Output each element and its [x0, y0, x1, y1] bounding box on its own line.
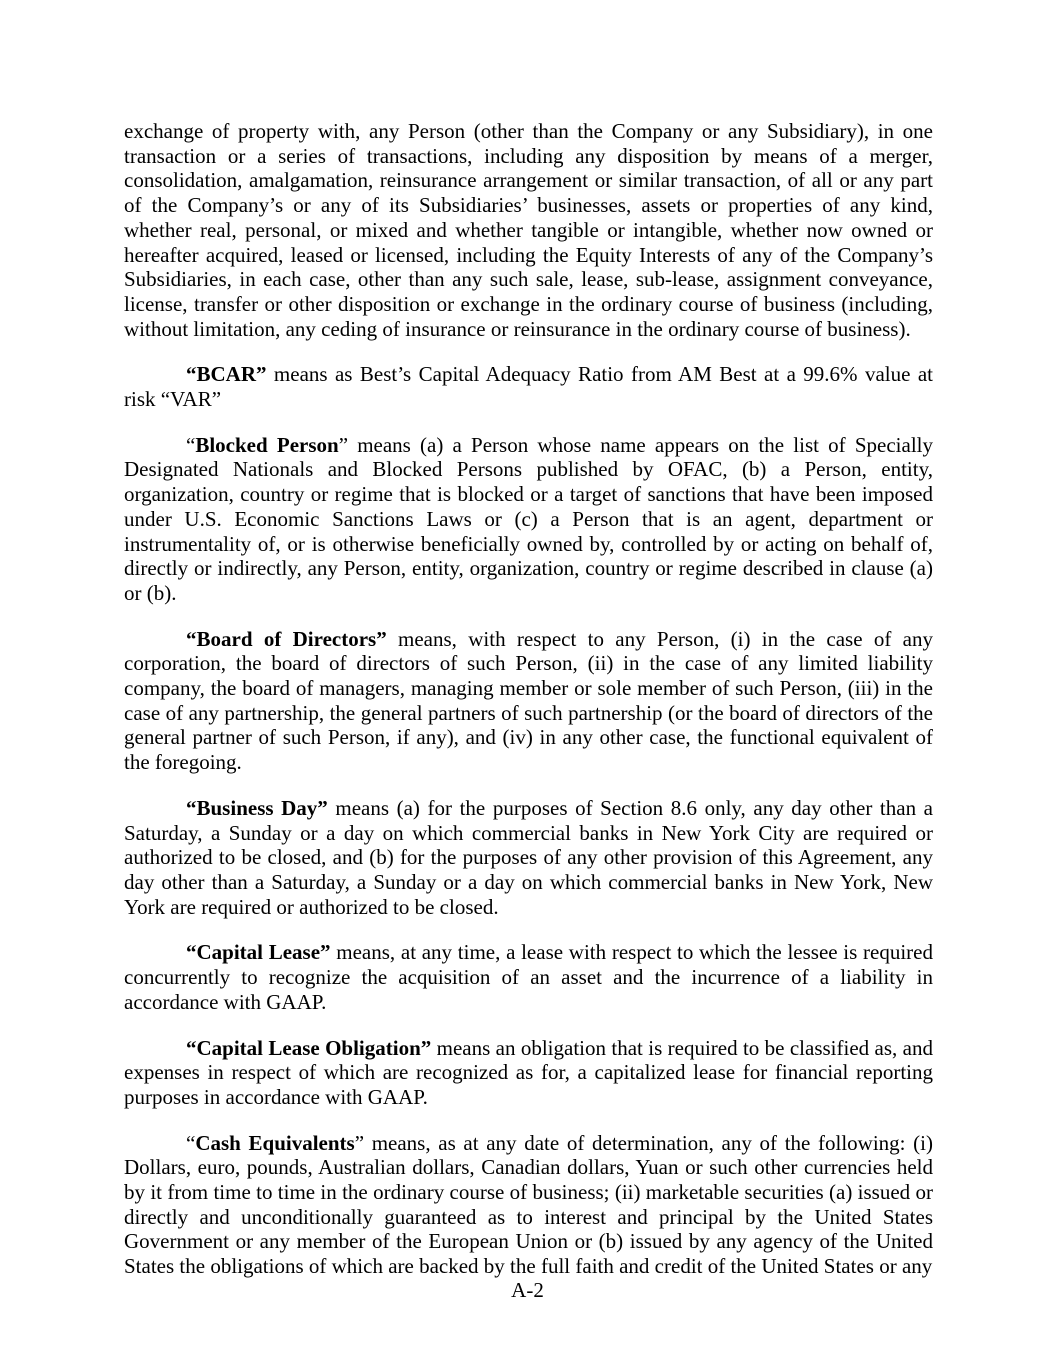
document-body: [124, 119, 933, 1279]
paragraph-definition-board-of-directors: [124, 627, 933, 775]
defined-term-capital-lease-obligation: “Capital Lease Obligation”: [186, 1035, 432, 1060]
paragraph-definition-business-day: [124, 796, 933, 920]
page-number: A-2: [511, 1278, 544, 1302]
defined-term-cash-equivalents: Cash Equivalents: [195, 1130, 355, 1155]
defined-term-business-day: “Business Day”: [186, 795, 328, 820]
paragraph-text: means (a) for the purposes of Section 8.6 only, any day other than a Saturday, a Sunday or a day on which commercial banks in New York City are required or authorized to be closed, and (b) for the purposes of any other provision of this Agreement, any day other than a Saturday, a Sunday or a day on which commercial banks in New York, New York are required or authorized to be closed.: [124, 795, 933, 919]
paragraph-text: exchange of property with, any Person (other than the Company or any Subsidiary), in one transaction or a series of transactions, including any disposition by means of a merger, consolidation, amalgamation, reinsurance arrangement or similar transaction, of all or any part of the Company’s or any of its Subsidiaries’ businesses, assets or properties of any kind, whether real, personal, or mixed and whether tangible or intangible, whether now owned or hereafter acquired, leased or licensed, including the Equity Interests of any of the Company’s Subsidiaries, in each case, other than any such sale, lease, sub-lease, assignment conveyance, license, transfer or other disposition or exchange in the ordinary course of business (including, without limitation, any ceding of insurance or reinsurance in the ordinary course of business).: [124, 119, 933, 341]
paragraph-text: means an obligation that is required to be classified as, and expenses in respect of which are recognized as for, a capitalized lease for financial reporting purposes in accordance with GAAP.: [124, 1035, 933, 1109]
defined-term-blocked-person: Blocked Person: [195, 432, 339, 457]
paragraph-definition-cash-equivalents: [124, 1131, 933, 1279]
paragraph-text: ” means (a) a Person whose name appears on the list of Specially Designated Nationals and Blocked Persons published by OFAC, (b) a Person, entity, organization, country or regime that is blocked or a target of sanctions that have been imposed under U.S. Economic Sanctions Laws or (c) a Person that is an agent, department or instrumentality of, or is otherwise beneficially owned by, controlled by or acting on behalf of, directly or indirectly, any Person, entity, organization, country or regime described in clause (a) or (b).: [124, 432, 933, 605]
defined-term-board-of-directors: “Board of Directors”: [186, 626, 387, 651]
paragraph-definition-blocked-person: [124, 433, 933, 606]
term-open-quote: “: [186, 1130, 196, 1155]
paragraph-text: means, at any time, a lease with respect to which the lessee is required concurrently to recognize the acquisition of an asset and the incurrence of a liability in accordance with GAAP.: [124, 940, 933, 1014]
defined-term-bcar: “BCAR”: [186, 362, 267, 387]
defined-term-capital-lease: “Capital Lease”: [186, 940, 331, 965]
paragraph-continuation: [124, 119, 933, 341]
term-open-quote: “: [186, 432, 196, 457]
paragraph-text: means as Best’s Capital Adequacy Ratio from AM Best at a 99.6% value at risk “VAR”: [124, 362, 933, 412]
paragraph-text: means, with respect to any Person, (i) in the case of any corporation, the board of directors of such Person, (ii) in the case of any limited liability company, the board of managers, managing member or sole member of such Person, (iii) in the case of any partnership, the general partners of such partnership (or the board of directors of the general partner of such Person, if any), and (iv) in any other case, the functional equivalent of the foregoing.: [124, 626, 933, 775]
paragraph-text: ” means, as at any date of determination, any of the following: (i) Dollars, euro, pounds, Australian dollars, Canadian dollars, Yuan or such other currencies held by it from time to time in the ordinary course of business; (ii) marketable securities (a) issued or directly and unconditionally guaranteed as to interest and principal by the United States Government or any member of the European Union or (b) issued by any agency of the United States the obligations of which are backed by the full faith and credit of the United States or any: [124, 1130, 934, 1279]
paragraph-definition-capital-lease-obligation: [124, 1036, 933, 1110]
paragraph-definition-capital-lease: [124, 940, 933, 1014]
paragraph-definition-bcar: [124, 362, 933, 411]
